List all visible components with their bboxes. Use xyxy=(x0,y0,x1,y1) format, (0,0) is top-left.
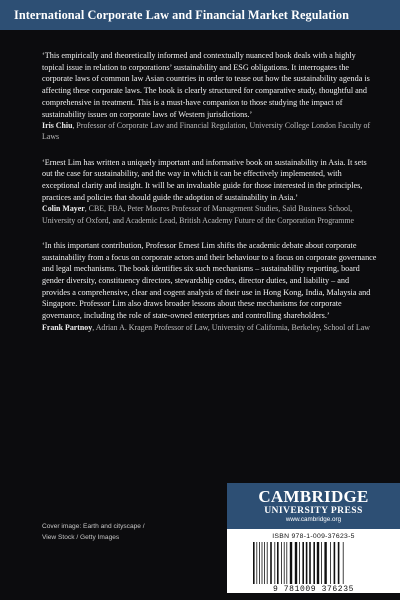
barcode-bar xyxy=(270,542,272,584)
endorsement-1 xyxy=(42,50,378,143)
endorsement-quote: ‘In this important contribution, Professor Ernest Lim shifts the academic debate about corporate sustainability from a focus on corporate actors and their behaviour to a focus on corporate governance and legal mechanisms. The book identifies six such mechanisms – sustainability reporting, board gender diversity, constituency directors, stewardship codes, director duties, and liability – and provides a comprehensive, clear and cogent analysis of their use in Hong Kong, India, Malaysia and Singapore. Professor Lim also draws broader lessons about these mechanisms for corporate governance, including the role of state-owned enterprises and controlling shareholders.’ xyxy=(42,240,377,321)
endorser-name: Frank Partnoy xyxy=(42,322,93,332)
cover-credit-line-2: View Stock / Getty Images xyxy=(42,534,120,541)
barcode-bar xyxy=(313,542,315,584)
barcode-bar xyxy=(283,542,284,584)
barcode-bar xyxy=(333,542,335,584)
endorser-affiliation: , CBE, FBA, Peter Moores Professor of Management Studies, Saïd Business School, University of Oxford, and Academic Lead, British Academy Future of the Corporation Programme xyxy=(42,204,355,225)
endorser-affiliation: , Adrian A. Kragen Professor of Law, University of California, Berkeley, School of Law xyxy=(92,322,370,332)
endorsement-quote: ‘This empirically and theoretically informed and contextually nuanced book deals with a highly topical issue in relation to corporations’ sustainability and ESG obligations. It interrogates the corporate laws of common law Asian countries in order to tease out how the sustainability agenda is affecting these corporate laws. The book is clearly structured for comparative study, thoughtful and comprehensive in treatment. This is a must-have companion to those studying the impact of sustainability issues on corporate laws of Western jurisdictions.’ xyxy=(42,51,370,119)
endorsement-2 xyxy=(42,157,378,226)
endorsement-attribution xyxy=(42,322,378,333)
barcode-bar xyxy=(337,542,339,584)
endorsement-quote: ‘Ernest Lim has written a uniquely important and informative book on sustainability in Asia. It sets out the case for sustainability, and the way in which it can be effectively implemented, with exceptional clarity and insight. It will be an invaluable guide for those interested in the principles, practices and policies that should guide the adoption of sustainability in Asia.’ xyxy=(42,157,367,202)
endorser-name: Colin Mayer xyxy=(42,204,85,214)
endorsement-attribution xyxy=(42,203,378,225)
barcode-bar xyxy=(264,542,265,584)
series-banner xyxy=(0,0,400,30)
endorsement-3 xyxy=(42,240,378,333)
barcode-bar xyxy=(324,542,326,584)
cover-credit-line-1: Cover image: Earth and cityscape / xyxy=(42,523,145,530)
barcode-bar xyxy=(305,542,307,584)
endorsement-attribution xyxy=(42,120,378,142)
barcode-bar xyxy=(330,542,331,584)
publisher-name: CAMBRIDGE xyxy=(258,487,369,506)
barcode-bar xyxy=(277,542,279,584)
barcode-bar xyxy=(321,542,322,584)
publisher-subtitle: UNIVERSITY PRESS xyxy=(264,505,363,516)
endorser-name: Iris Chiu xyxy=(42,121,73,131)
barcode-bar xyxy=(299,542,300,584)
barcode-bar xyxy=(259,542,260,584)
endorsements xyxy=(42,50,378,347)
cover-image-credit xyxy=(42,521,212,543)
barcode-bar xyxy=(289,542,291,584)
barcode-bar xyxy=(256,542,257,584)
barcode-bar xyxy=(274,542,275,584)
barcode-bar xyxy=(316,542,318,584)
barcode-bar xyxy=(342,542,343,584)
barcode-bar xyxy=(266,542,267,584)
publisher-url[interactable]: www.cambridge.org xyxy=(285,516,342,523)
barcode-bar xyxy=(286,542,287,584)
series-title: International Corporate Law and Financial Market Regulation xyxy=(14,7,349,22)
barcode-bar xyxy=(309,542,311,584)
barcode-bar xyxy=(261,542,262,584)
barcode-digits: 9 781009 376235 xyxy=(272,585,354,594)
barcode xyxy=(249,542,379,594)
barcode-bar xyxy=(253,542,255,584)
isbn-label: ISBN 978-1-009-37623-5 xyxy=(272,533,355,540)
endorser-affiliation: , Professor of Corporate Law and Financial Regulation, University College London Faculty of Laws xyxy=(42,121,371,142)
publisher-imprint xyxy=(227,483,400,593)
publisher-logo xyxy=(227,483,400,529)
barcode-bars xyxy=(249,542,379,584)
barcode-bar xyxy=(294,542,296,584)
barcode-bar xyxy=(302,542,304,584)
barcode-bar xyxy=(281,542,282,584)
